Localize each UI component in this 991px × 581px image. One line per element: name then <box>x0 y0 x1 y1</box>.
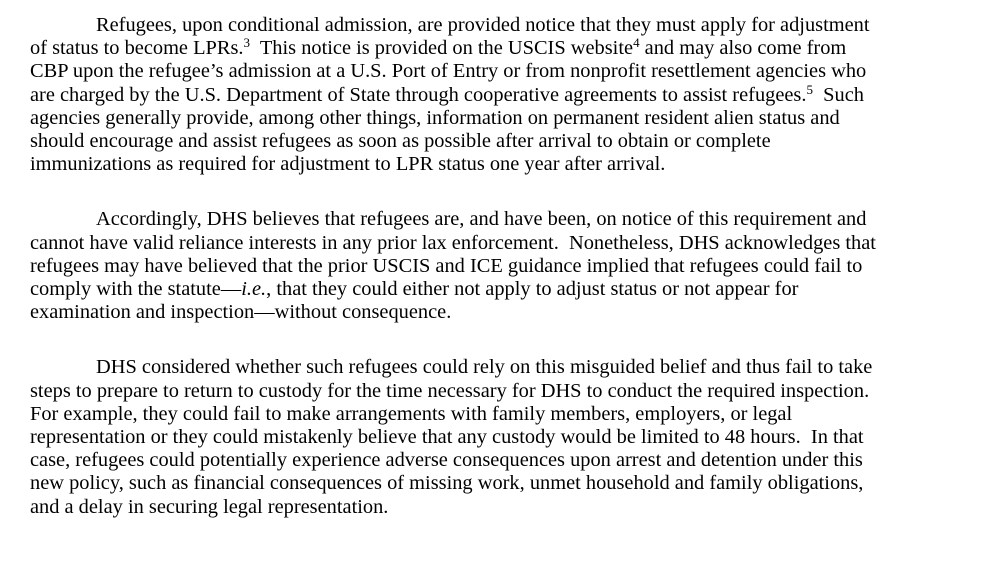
text-line <box>30 60 975 83</box>
text-line <box>30 356 975 379</box>
text-line <box>30 380 975 403</box>
text-line <box>30 496 975 519</box>
text-run: immunizations as required for adjustment to LPR status one year after arrival. <box>30 153 666 176</box>
text-line <box>30 130 975 153</box>
text-line <box>30 426 975 449</box>
paragraph-1 <box>30 14 975 176</box>
footnote-marker: 3 <box>243 35 251 51</box>
text-line <box>30 301 975 324</box>
text-line <box>30 14 975 37</box>
text-run: Such <box>812 83 864 106</box>
text-run: comply with the statute— <box>30 278 242 301</box>
document-body <box>30 14 975 519</box>
text-line <box>30 255 975 278</box>
text-run: are charged by the U.S. Department of State through cooperative agreements to assist refugees. <box>30 83 807 106</box>
text-run: examination and inspection—without consequence. <box>30 301 452 324</box>
text-line <box>30 153 975 176</box>
text-line <box>30 472 975 495</box>
text-run: Refugees, upon conditional admission, are provided notice that they must apply for adjustment <box>96 14 870 36</box>
text-run: , that they could either not apply to adjust status or not appear for <box>266 278 799 301</box>
text-line <box>30 37 975 60</box>
text-run: representation or they could mistakenly believe that any custody would be limited to 48 hours. In that <box>30 426 864 449</box>
document-page <box>30 14 975 551</box>
text-run: new policy, such as financial consequences of missing work, unmet household and family obligations, <box>30 472 864 495</box>
text-line <box>30 449 975 472</box>
text-run: Accordingly, DHS believes that refugees are, and have been, on notice of this requirement and <box>96 208 867 231</box>
text-run: For example, they could fail to make arrangements with family members, employers, or legal <box>30 402 793 425</box>
text-line <box>30 278 975 301</box>
text-line <box>30 232 975 255</box>
footnote-marker: 4 <box>633 35 640 51</box>
text-run: refugees may have believed that the prior USCIS and ICE guidance implied that refugees could fail to <box>30 254 863 277</box>
text-line <box>30 403 975 426</box>
text-run: steps to prepare to return to custody for the time necessary for DHS to conduct the required inspection. <box>30 379 870 402</box>
text-run: case, refugees could potentially experience adverse consequences upon arrest and detention under this <box>30 449 863 472</box>
footnote-marker: 5 <box>806 81 813 97</box>
text-line <box>30 81 975 107</box>
italic-text: i.e. <box>241 278 267 301</box>
text-run: should encourage and assist refugees as soon as possible after arrival to obtain or complete <box>30 130 771 153</box>
paragraph-2 <box>30 208 975 324</box>
text-run: and may also come from <box>639 37 847 60</box>
text-run: This notice is provided on the USCIS website <box>250 37 634 60</box>
text-run: and a delay in securing legal representation. <box>30 495 389 518</box>
text-line <box>30 208 975 231</box>
text-run: of status to become LPRs. <box>30 37 244 60</box>
text-line <box>30 107 975 130</box>
text-run: cannot have valid reliance interests in any prior lax enforcement. Nonetheless, DHS acknowledges that <box>30 231 876 254</box>
paragraph-3 <box>30 356 975 518</box>
text-run: CBP upon the refugee’s admission at a U.S. Port of Entry or from nonprofit resettlement agencies who <box>30 60 867 83</box>
text-run: DHS considered whether such refugees could rely on this misguided belief and thus fail to take <box>96 356 873 379</box>
text-run: agencies generally provide, among other things, information on permanent resident alien status and <box>30 106 840 129</box>
